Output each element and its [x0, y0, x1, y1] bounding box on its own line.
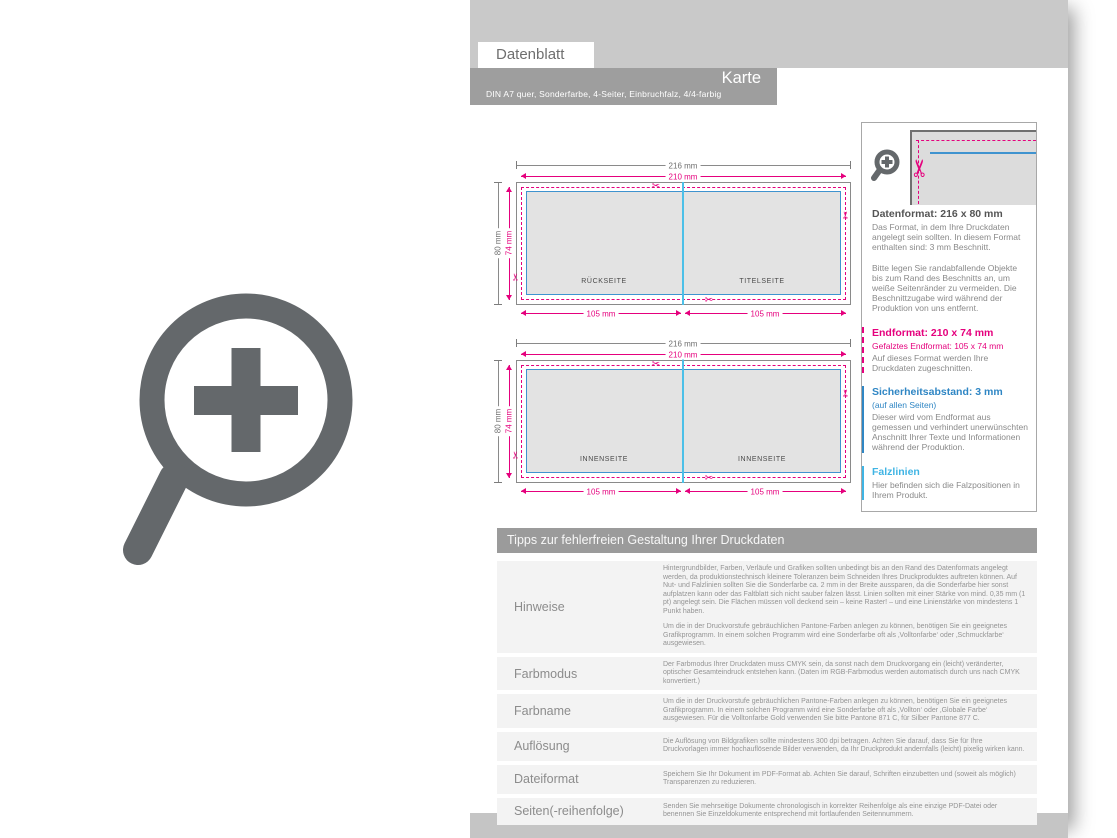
falzlinien-title: Falzlinien — [872, 465, 920, 478]
dim-tick — [850, 161, 851, 169]
sicherheitsabstand-title: Sicherheitsabstand: 3 mm — [872, 385, 1003, 398]
product-title: Karte — [721, 69, 761, 87]
zoom-plus-icon — [116, 288, 376, 588]
title-bar — [470, 68, 777, 105]
page-label-innenseite-right: INNENSEITE — [737, 456, 787, 463]
row-label: Farbname — [514, 704, 571, 719]
dim-arrow — [521, 173, 526, 179]
endformat-subtitle: Gefalztes Endformat: 105 x 74 mm — [872, 340, 1004, 351]
section-sicherheitsabstand — [862, 386, 1028, 453]
section-endformat — [862, 327, 1028, 373]
table-row-aufloesung — [497, 732, 1037, 761]
row-text — [663, 734, 1037, 759]
table-row-farbname — [497, 694, 1037, 728]
sicherheitsabstand-body: Dieser wird vom Endformat aus gemessen und verhindert unerwünschten Anschnitt Ihrer Texte und Informationen während der Produktion. — [872, 411, 1028, 453]
table-row-farbmodus — [497, 657, 1037, 691]
tips-table-header: Tipps zur fehlerfreien Gestaltung Ihrer Druckdaten — [497, 528, 1037, 553]
dim-tick — [494, 360, 502, 361]
dim-label-74: 74 mm — [505, 406, 514, 436]
corner-endformat-line — [916, 140, 1036, 141]
dim-arrow — [676, 310, 681, 316]
row-label: Dateiformat — [514, 772, 579, 787]
section-datenformat — [862, 208, 1028, 314]
dim-label-74: 74 mm — [505, 228, 514, 258]
table-row-hinweise — [497, 561, 1037, 653]
dim-label-216: 216 mm — [666, 162, 701, 171]
dim-arrow — [521, 351, 526, 357]
datenblatt-tab — [478, 42, 594, 68]
tips-table — [497, 561, 1037, 829]
row-text — [663, 799, 1037, 824]
sicherheitsabstand-subtitle: (auf allen Seiten) — [872, 399, 937, 410]
corner-safety-line — [930, 152, 1036, 154]
row-text — [663, 694, 1037, 728]
dim-label-105-right: 105 mm — [748, 488, 783, 497]
dim-arrow — [841, 351, 846, 357]
page-label-rueckseite: RÜCKSEITE — [581, 278, 627, 285]
table-row-seitenreihenfolge — [497, 798, 1037, 825]
fold-line — [682, 182, 684, 305]
datenformat-p2: Bitte legen Sie randabfallende Objekte bis zum Rand des Beschnitts an, um weiße Seitenränder zu vermeiden. Die Beschnittzugabe wird während der Produktion von uns entfernt. — [872, 262, 1018, 314]
dim-arrow — [506, 365, 512, 370]
dim-arrow — [521, 488, 526, 494]
datenblatt-tab-label: Datenblatt — [496, 46, 565, 63]
page-label-titelseite: TITELSEITE — [739, 278, 785, 285]
dim-arrow — [685, 488, 690, 494]
dim-arrow — [506, 187, 512, 192]
dim-tick — [850, 339, 851, 347]
section-falzlinien — [862, 466, 1028, 500]
scissors-icon: ✂ — [651, 181, 661, 192]
row-paragraph: Der Farbmodus Ihrer Druckdaten muss CMYK sein, da sonst nach dem Druckvorgang ein (leicht) veränderter, optischer Gesamteindruck entstehen kann. (Daten im RGB-Farbmodus werden automatisch durch uns nach CMYK konvertiert.) — [663, 660, 1020, 685]
dim-label-105-left: 105 mm — [584, 488, 619, 497]
scissors-icon: ✂ — [704, 473, 714, 484]
dim-arrow — [685, 310, 690, 316]
scissors-icon: ✂ — [511, 272, 522, 282]
scissors-icon: ✂ — [907, 157, 934, 179]
row-label: Auflösung — [514, 739, 570, 754]
row-paragraph: Um die in der Druckvorstufe gebräuchlichen Pantone-Farben anlegen zu können, benötigen Sie ein geeignetes Grafikprogramm. In einem solchen Programm wird eine Sonderfarbe oft als ‚Volltonfarbe‘ oder ‚Schmuckfarbe‘ ausgewiesen. — [663, 623, 1008, 648]
dim-arrow — [521, 310, 526, 316]
dim-label-80: 80 mm — [494, 406, 503, 436]
dim-label-216: 216 mm — [666, 340, 701, 349]
dim-arrow — [506, 295, 512, 300]
datenformat-title: Datenformat: 216 x 80 mm — [872, 208, 1003, 220]
scissors-icon: ✂ — [704, 295, 714, 306]
page-label-innenseite-left: INNENSEITE — [579, 456, 629, 463]
dim-label-210: 210 mm — [666, 173, 701, 182]
dim-label-105-left: 105 mm — [584, 310, 619, 319]
row-paragraph: Hintergrundbilder, Farben, Verläufe und Grafiken sollten unbedingt bis an den Rand des Datenformats angelegt werden, da produktionstechnisch kleinere Toleranzen beim Schneiden Ihres Druckproduktes auftreten können. Auf Nut- und Falzlinien sollten Sie die Sonderfarbe ca. 2 mm in der Breite aussparen, da die Sonderfarbe hier sonst aufplatzen kann oder das Faltblatt sich nicht sauber falzen lässt. Linien sollten mit einer Stärke von mind. 0,35 mm (1 pt) angelegt sein. Die Flächen müssen voll deckend sein – keine Raster! – und eine Linienstärke von mindestens 1 Punkt haben. — [663, 565, 1026, 615]
product-subtitle: DIN A7 quer, Sonderfarbe, 4-Seiter, Einbruchfalz, 4/4-farbig — [486, 89, 722, 99]
dim-arrow — [841, 173, 846, 179]
scissors-icon: ✂ — [841, 210, 852, 220]
row-label: Farbmodus — [514, 666, 578, 681]
scissors-icon: ✂ — [651, 359, 661, 370]
scissors-icon: ✂ — [841, 388, 852, 398]
row-text — [663, 657, 1037, 691]
row-label: Hinweise — [514, 599, 565, 614]
dim-label-80: 80 mm — [494, 228, 503, 258]
legend-text-sections — [862, 208, 1036, 513]
dim-tick — [494, 304, 502, 305]
dim-arrow — [841, 310, 846, 316]
table-row-dateiformat — [497, 765, 1037, 794]
dim-label-210: 210 mm — [666, 351, 701, 360]
scissors-icon: ✂ — [511, 450, 522, 460]
datenformat-p1: Das Format, in dem Ihre Druckdaten angelegt sein sollten. In diesem Format enthalten sind: 3 mm Beschnitt. — [872, 222, 1021, 253]
row-label: Seiten(-reihenfolge) — [514, 804, 624, 819]
dim-tick — [516, 339, 517, 347]
row-text — [663, 561, 1037, 653]
dim-arrow — [676, 488, 681, 494]
row-paragraph: Um die in der Druckvorstufe gebräuchlichen Pantone-Farben anlegen zu können, benötigen Sie ein geeignetes Grafikprogramm. In einem solchen Programm wird eine Sonderfarbe oft als ‚Vollton‘ oder ‚Globale Farbe‘ ausgewiesen. Für die Volltonfarbe Gold verwenden Sie bitte Pantone 871 C, für Silber Pantone 877 C. — [663, 698, 1008, 723]
falzlinien-body: Hier befinden sich die Falzpositionen in Ihrem Produkt. — [872, 479, 1020, 500]
row-text — [663, 767, 1037, 792]
zoom-plus-icon-small — [868, 148, 904, 184]
endformat-title: Endformat: 210 x 74 mm — [872, 326, 994, 339]
row-paragraph: Die Auflösung von Bildgrafiken sollte mindestens 300 dpi betragen. Achten Sie darauf, dass Sie für Ihre Druckvorlagen immer hochauflösende Bilder verwenden, da Ihr Druckprodukt andernfalls (leicht) pixelig wirken kann. — [663, 737, 1025, 754]
dim-tick — [516, 161, 517, 169]
dim-tick — [494, 182, 502, 183]
dim-tick — [494, 482, 502, 483]
endformat-body: Auf dieses Format werden Ihre Druckdaten zugeschnitten. — [872, 352, 989, 373]
row-paragraph: Senden Sie mehrseitige Dokumente chronologisch in korrekter Reihenfolge als eine einzige PDF-Datei oder benennen Sie Einzeldokumente entsprechend mit fortlaufenden Seitennummern. — [663, 802, 998, 819]
dim-arrow — [506, 473, 512, 478]
fold-line — [682, 356, 684, 483]
dim-arrow — [841, 488, 846, 494]
dim-label-105-right: 105 mm — [748, 310, 783, 319]
row-paragraph: Speichern Sie Ihr Dokument im PDF-Format ab. Achten Sie darauf, Schriften einzubetten und (soweit als möglich) Transparenzen zu reduzieren. — [663, 770, 1016, 787]
